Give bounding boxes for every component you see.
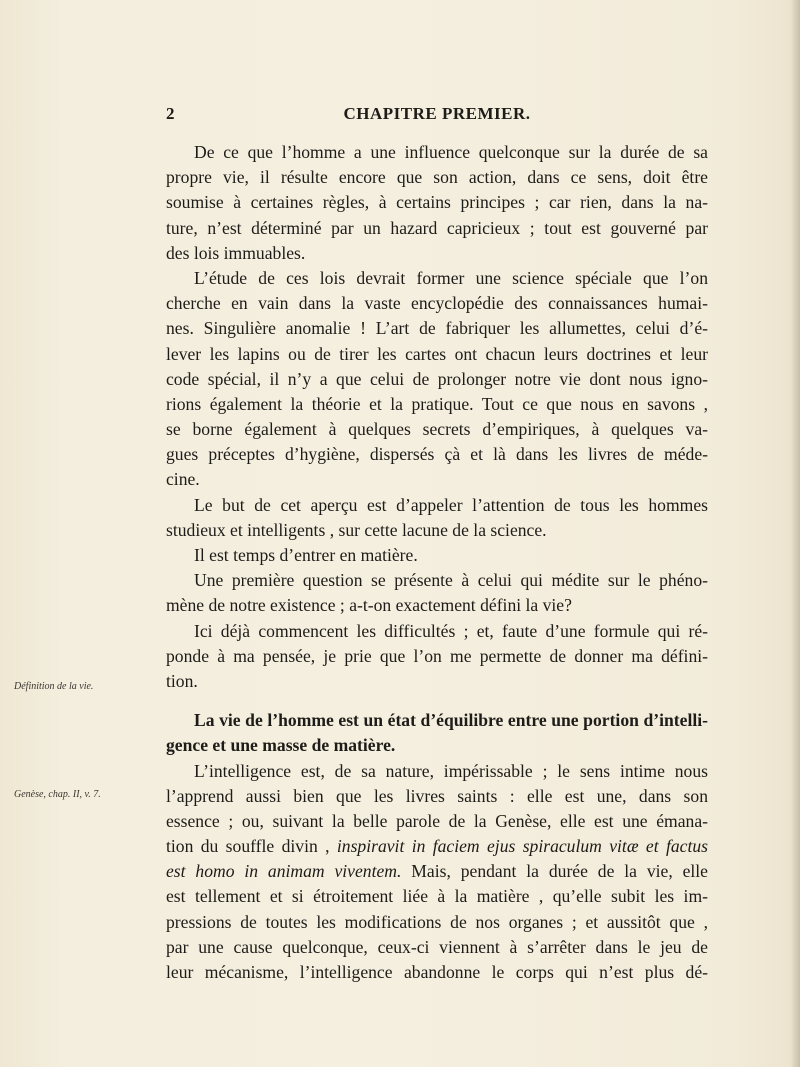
text-line: gues préceptes d’hygiène, dispersés çà et là dans les livres de méde- (166, 444, 708, 465)
text-line: mène de notre existence ; a-t-on exactement défini la vie? (166, 595, 572, 616)
text-line: Il est temps d’entrer en matière. (194, 545, 418, 565)
text-line: De ce que l’homme a une influence quelconque sur la durée de sa (194, 142, 708, 162)
text-line: L’étude de ces lois devrait former une science spéciale que l’on (194, 267, 708, 288)
text-line: des lois immuables. (166, 242, 306, 263)
latin-quotation: est homo in animam viventem. (166, 861, 402, 882)
text-line: tion. (166, 670, 198, 691)
text-line: cherche en vain dans la vaste encyclopédie des connaissances humai- (166, 293, 708, 314)
text-line: essence ; ou, suivant la belle parole de la Genèse, elle est une émana- (166, 810, 708, 831)
definition-line: La vie de l’homme est un état d’équilibre entre une portion d’intelli- (194, 710, 708, 731)
text-line: L’intelligence est, de sa nature, impérissable ; le sens intime nous (194, 760, 708, 781)
page-edge-shadow (790, 0, 800, 1067)
text-line: rions également la théorie et la pratique. Tout ce que nous en savons , (166, 393, 708, 414)
text-line: nes. Singulière anomalie ! L’art de fabriquer les allumettes, celui d’é- (166, 318, 708, 339)
page-header (166, 104, 708, 126)
text-line: Une première question se présente à celui qui médite sur le phéno- (194, 570, 708, 591)
text-line: propre vie, il résulte encore que son action, dans ce sens, doit être (166, 167, 708, 188)
text-line: se borne également à quelques secrets d’empiriques, à quelques va- (166, 419, 708, 440)
page-number: 2 (166, 104, 175, 123)
running-head: CHAPITRE PREMIER. (343, 104, 531, 123)
text-line: est homo in animam viventem. Mais, pendant la durée de la vie, elle (166, 861, 708, 882)
text-line: par une cause quelconque, ceux-ci viennent à s’arrêter dans le jeu de (166, 936, 708, 957)
body-text (166, 140, 708, 985)
text-line: code spécial, il n’y a que celui de prolonger notre vie dont nous igno- (166, 368, 708, 389)
text-line: cine. (166, 469, 200, 490)
text-line: lever les lapins ou de tirer les cartes ont chacun leurs doctrines et leur (166, 343, 708, 364)
text-line: pressions de toutes les modifications de nos organes ; et aussitôt que , (166, 911, 708, 932)
text-line: Ici déjà commencent les difficultés ; et, faute d’une formule qui ré- (194, 620, 708, 641)
text-line: ture, n’est déterminé par un hazard capricieux ; tout est gouverné par (166, 217, 708, 238)
text-line: leur mécanisme, l’intelligence abandonne le corps qui n’est plus dé- (166, 962, 708, 982)
text-line: soumise à certaines règles, à certains principes ; car rien, dans la na- (166, 192, 708, 213)
latin-quotation: inspiravit in faciem ejus spiraculum vitæ et factus (336, 836, 708, 857)
definition-line: gence et une masse de matière. (166, 735, 396, 756)
text-line: Le but de cet aperçu est d’appeler l’attention de tous les hommes (194, 494, 708, 515)
text-line: est tellement et si étroitement liée à la matière , qu’elle subit les im- (166, 886, 708, 907)
margin-note-definition: Définition de la vie. (14, 681, 94, 692)
text-line: studieux et intelligents , sur cette lacune de la science. (166, 519, 547, 540)
margin-note-reference: Genèse, chap. II, v. 7. (14, 789, 101, 800)
text-line: tion du souffle divin , inspiravit in faciem ejus spiraculum vitæ et factus (166, 836, 708, 857)
text-line: l’apprend aussi bien que les livres saints : elle est une, dans son (166, 785, 708, 806)
text-line: ponde à ma pensée, je prie que l’on me permette de donner ma défini- (166, 645, 708, 666)
